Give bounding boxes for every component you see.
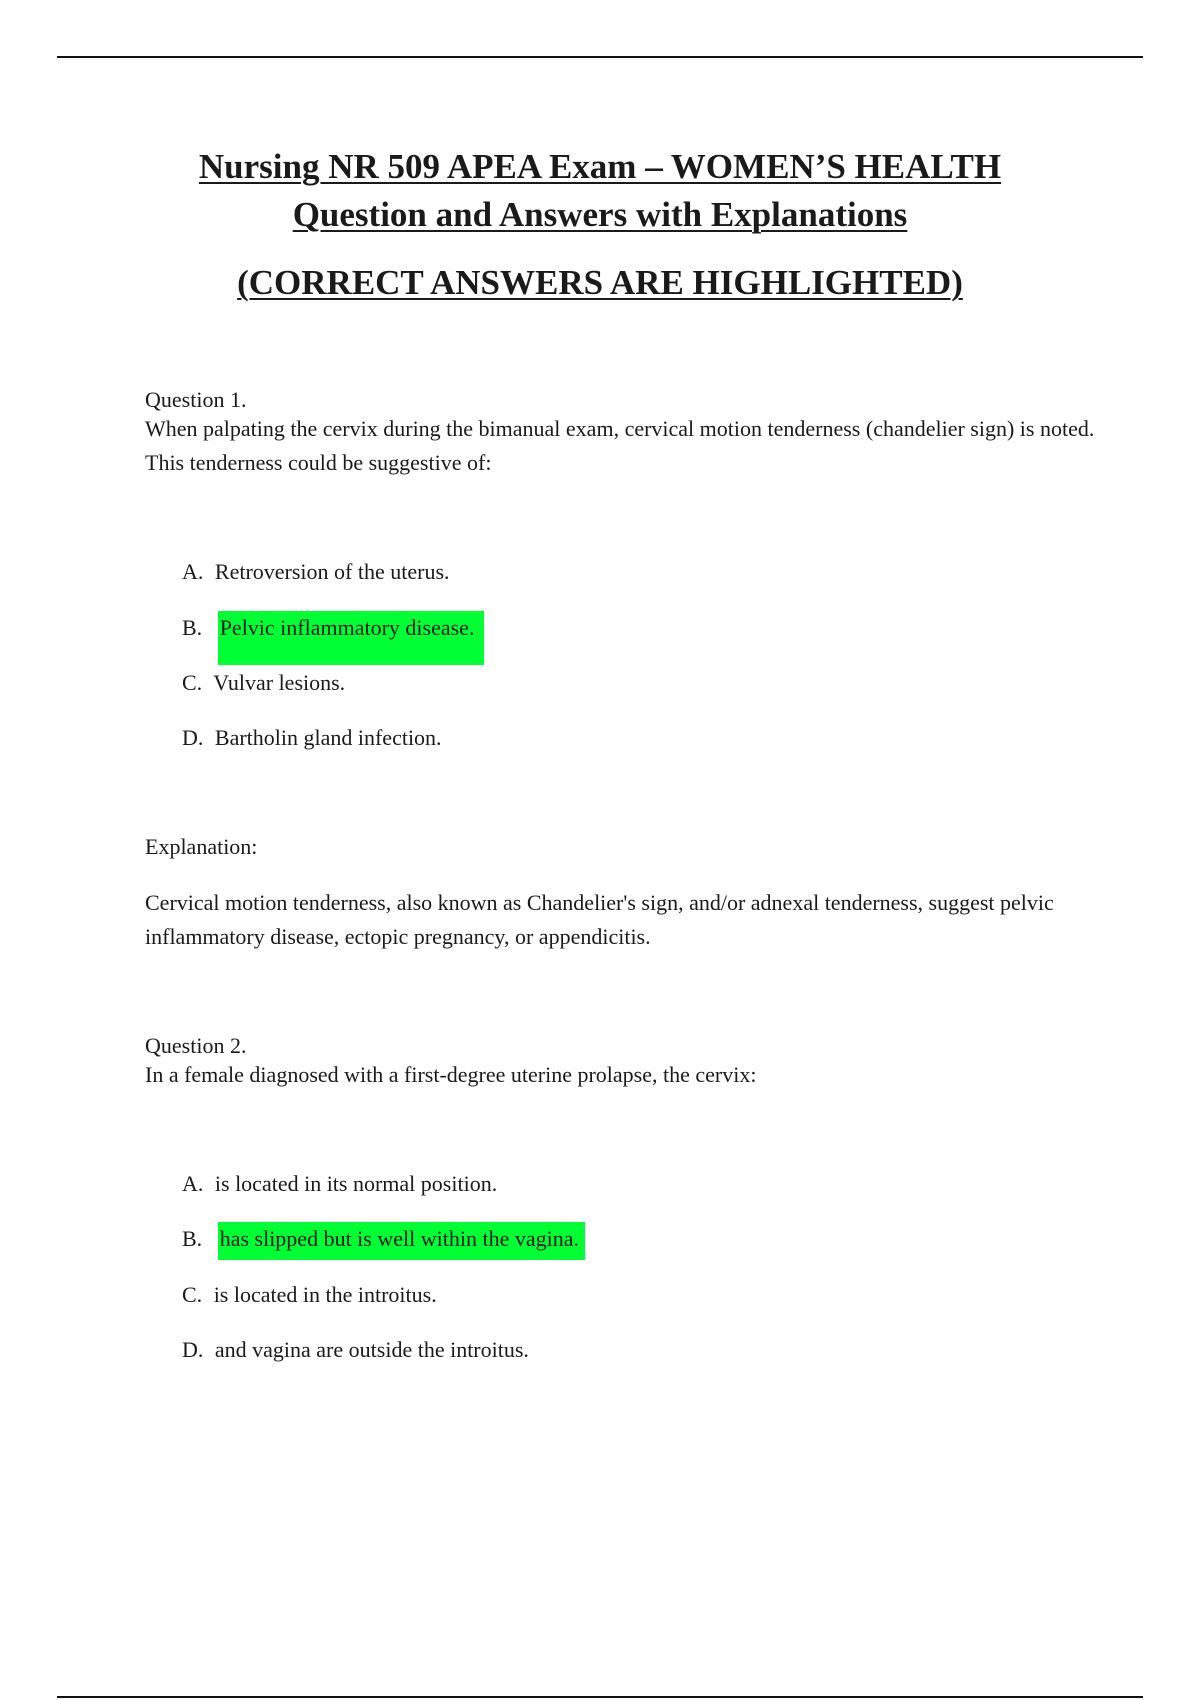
question-1-option-c <box>182 666 345 700</box>
bottom-rule <box>57 1696 1143 1698</box>
option-letter: B. <box>182 615 203 640</box>
option-text: Vulvar lesions. <box>213 670 346 695</box>
question-2-option-a <box>182 1167 497 1201</box>
option-text: is located in the introitus. <box>213 1282 437 1307</box>
option-letter: C. <box>182 1282 203 1307</box>
option-text: Bartholin gland infection. <box>214 725 442 750</box>
question-2-text: In a female diagnosed with a first-degree uterine prolapse, the cervix: <box>145 1062 757 1087</box>
question-2-option-d <box>182 1333 529 1367</box>
option-text: is located in its normal position. <box>214 1171 498 1196</box>
top-rule <box>57 56 1143 58</box>
option-letter: D. <box>182 1337 204 1362</box>
explanation-label: Explanation: <box>145 834 258 859</box>
option-letter: D. <box>182 725 204 750</box>
explanation-text: Cervical motion tenderness, also known as Chandelier's sign, and/or adnexal tenderness, suggest pelvic inflammatory disease, ectopic pregnancy, or appendicitis. <box>145 890 1054 949</box>
title-line-3: (CORRECT ANSWERS ARE HIGHLIGHTED) <box>237 263 963 302</box>
question-1-label: Question 1. <box>145 387 247 412</box>
question-2-label: Question 2. <box>145 1033 247 1058</box>
question-2-option-c <box>182 1278 437 1312</box>
question-1-option-d <box>182 721 442 755</box>
document-title <box>100 143 1100 307</box>
question-1-option-a <box>182 555 450 589</box>
option-letter: A. <box>182 1171 204 1196</box>
question-1-option-b <box>182 611 484 665</box>
option-letter: A. <box>182 559 204 584</box>
title-line-2: Question and Answers with Explanations <box>292 195 908 234</box>
option-text: Retroversion of the uterus. <box>214 559 450 584</box>
correct-answer-highlight: has slipped but is well within the vagina. <box>218 1222 585 1260</box>
question-1-text: When palpating the cervix during the bimanual exam, cervical motion tenderness (chandelier sign) is noted. This tenderness could be suggestive of: <box>145 416 1095 475</box>
option-letter: B. <box>182 1226 203 1251</box>
question-2-option-b <box>182 1222 585 1260</box>
option-text: and vagina are outside the introitus. <box>214 1337 529 1362</box>
option-letter: C. <box>182 670 203 695</box>
title-line-1: Nursing NR 509 APEA Exam – WOMEN’S HEALTH <box>198 147 1002 186</box>
correct-answer-highlight: Pelvic inflammatory disease. <box>218 611 485 665</box>
